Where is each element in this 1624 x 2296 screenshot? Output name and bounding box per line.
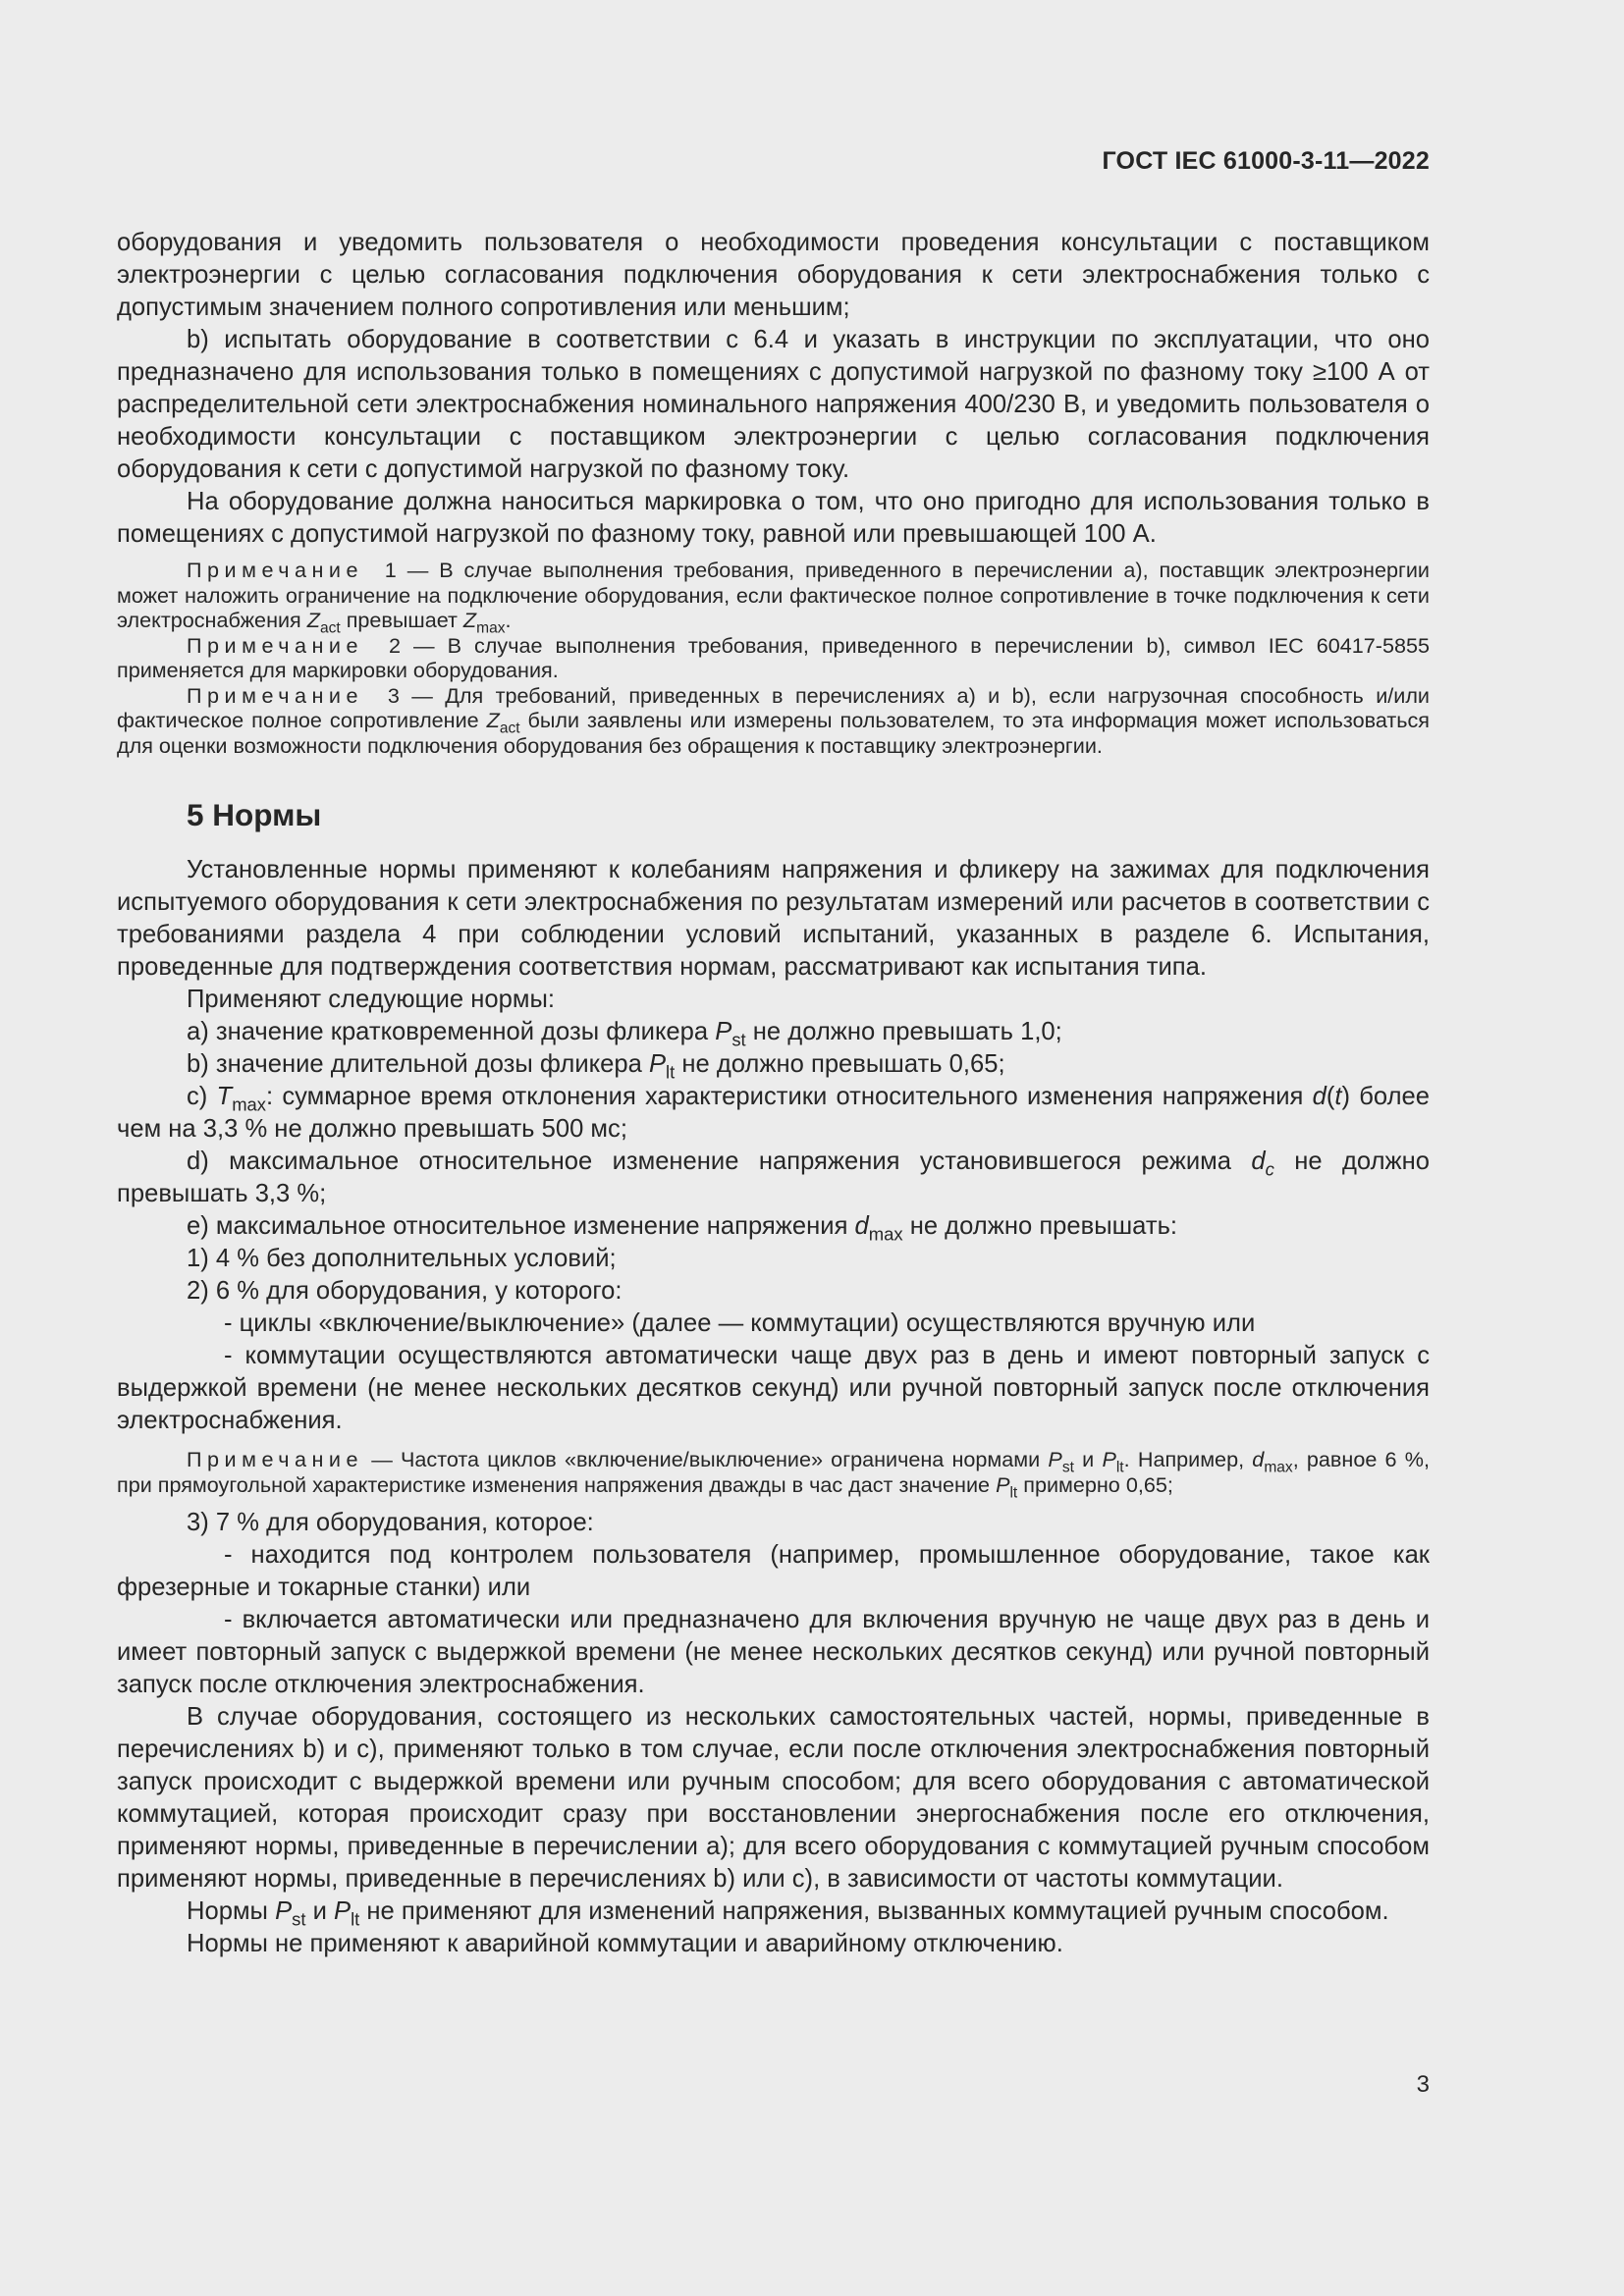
note-number: 1 — [384, 558, 397, 582]
list-item: d) максимальное относительное изменение напряжения установившегося режима $d_c$ не должно превышать 3,3 %; — [117, 1148, 1430, 1207]
paragraph: оборудования и уведомить пользователя о необходимости проведения консультации с поставщиком электроэнергии с целью согласования подключения оборудования к сети электроснабжения только с допустимым значением полного сопротивления или меньшим; — [117, 229, 1430, 321]
list-item: 1) 4 % без дополнительных условий; — [187, 1245, 617, 1272]
list-item: 3) 7 % для оборудования, которое: — [187, 1509, 594, 1536]
paragraph: Нормы не применяют к аварийной коммутации и аварийному отключению. — [187, 1930, 1063, 1957]
note-3: Примечание 3 — Для требований, приведенных в перечислениях а) и b), если нагрузочная способность и/или фактическое полное сопротивление $Z_{act}$ были заявлены или измерены пользователем, то эта информация может использоваться для оценки возможности подключения оборудования без обращения к поставщику электроэнергии. — [117, 682, 1430, 758]
section-title: 5 Нормы — [187, 797, 322, 832]
document-body — [117, 227, 1430, 1960]
paragraph: b) испытать оборудование в соответствии с 6.4 и указать в инструкции по эксплуатации, что оно предназначено для использования только в помещениях с допустимой нагрузкой по фазному току ≥100 А от распределительной сети электроснабжения номинального напряжения 400/230 В, и уведомить пользователя о необходимости консультации с поставщиком электроэнергии с целью согласования подключения оборудования к сети с допустимой нагрузкой по фазному току. — [117, 326, 1430, 483]
note-2: Примечание 2 — В случае выполнения требования, приведенного в перечислении b), символ IEC 60417-5855 применяется для маркировки оборудования. — [117, 632, 1431, 682]
note-label: Примечание — [187, 558, 363, 582]
list-item: e) максимальное относительное изменение напряжения $d_{max}$ не должно превышать: — [187, 1212, 1178, 1245]
paragraph: Установленные нормы применяют к колебаниям напряжения и фликеру на зажимах для подключения испытуемого оборудования к сети электроснабжения по результатам измерений или расчетов в соответствии с требованиями раздела 4 при соблюдении условий испытаний, указанных в разделе 6. Испытания, проведенные для подтверждения соответствия нормам, рассматривают как испытания типа. — [117, 856, 1430, 981]
note-number: 2 — [389, 632, 402, 658]
paragraph: В случае оборудования, состоящего из нескольких самостоятельных частей, нормы, приведенные в перечислениях b) и c), применяют только в том случае, если после отключения электроснабжения повторный запуск происходит с выдержкой времени или ручным способом; для всего оборудования с автоматической коммутацией, которая происходит сразу при восстановлении энергоснабжения после его отключения, применяют нормы, приведенные в перечислении а); для всего оборудования с коммутацией ручным способом применяют нормы, приведенные в перечислениях b) или c), в зависимости от частоты коммутации. — [117, 1703, 1430, 1893]
page-number: 3 — [1416, 2071, 1430, 2098]
note-label: Примечание — [187, 632, 363, 658]
paragraph: Нормы $P_{st}$ и $P_{lt}$ не применяют для изменений напряжения, вызванных коммутацией ручным способом. — [187, 1897, 1389, 1930]
note-label: Примечание — [187, 682, 363, 708]
note-number: 3 — [387, 682, 400, 708]
note: Примечание — Частота циклов «включение/выключение» ограничена нормами $P_{st}$ и $P_{lt}$. Например, $d_{max}$, равное 6 %, при прямоугольной характеристике изменения напряжения дважды в час даст значение $P_{lt}$ примерно 0,65; — [117, 1447, 1430, 1501]
note-1: Примечание 1 — В случае выполнения требования, приведенного в перечислении а), поставщик электроэнергии может наложить ограничение на подключение оборудования, если фактическое полное сопротивление в точке подключения к сети электроснабжения $Z_{act}$ превышает $Z_{max}$. — [117, 558, 1430, 637]
document-header: ГОСТ IEC 61000-3-11—2022 — [1102, 147, 1430, 175]
list-item: - коммутации осуществляются автоматически чаще двух раз в день и имеют повторный запуск с выдержкой времени (не менее нескольких десятков секунд) или ручной повторный запуск после отключения электроснабжения. — [117, 1342, 1430, 1434]
list-item: - циклы «включение/выключение» (далее — коммутации) осуществляются вручную или — [224, 1309, 1256, 1337]
list-item: b) значение длительной дозы фликера $P_{lt}$ не должно превышать 0,65; — [187, 1050, 1005, 1083]
paragraph: На оборудование должна наноситься маркировка о том, что оно пригодно для использования только в помещениях с допустимой нагрузкой по фазному току, равной или превышающей 100 А. — [117, 488, 1430, 548]
note-label: Примечание — [187, 1447, 363, 1471]
list-item: 2) 6 % для оборудования, у которого: — [187, 1277, 623, 1305]
list-item: - находится под контролем пользователя (например, промышленное оборудование, такое как фрезерные и токарные станки) или — [117, 1541, 1430, 1601]
paragraph: Применяют следующие нормы: — [187, 986, 555, 1013]
list-item: c) $T_{max}$: суммарное время отклонения характеристики относительного изменения напряжения d(t) более чем на 3,3 % не должно превышать 500 мс; — [117, 1083, 1431, 1143]
list-item: - включается автоматически или предназначено для включения вручную не чаще двух раз в день и имеет повторный запуск с выдержкой времени (не менее нескольких десятков секунд) или ручной повторный запуск после отключения электроснабжения. — [117, 1606, 1430, 1698]
list-item: а) значение кратковременной дозы фликера $P_{st}$ не должно превышать 1,0; — [187, 1018, 1062, 1050]
